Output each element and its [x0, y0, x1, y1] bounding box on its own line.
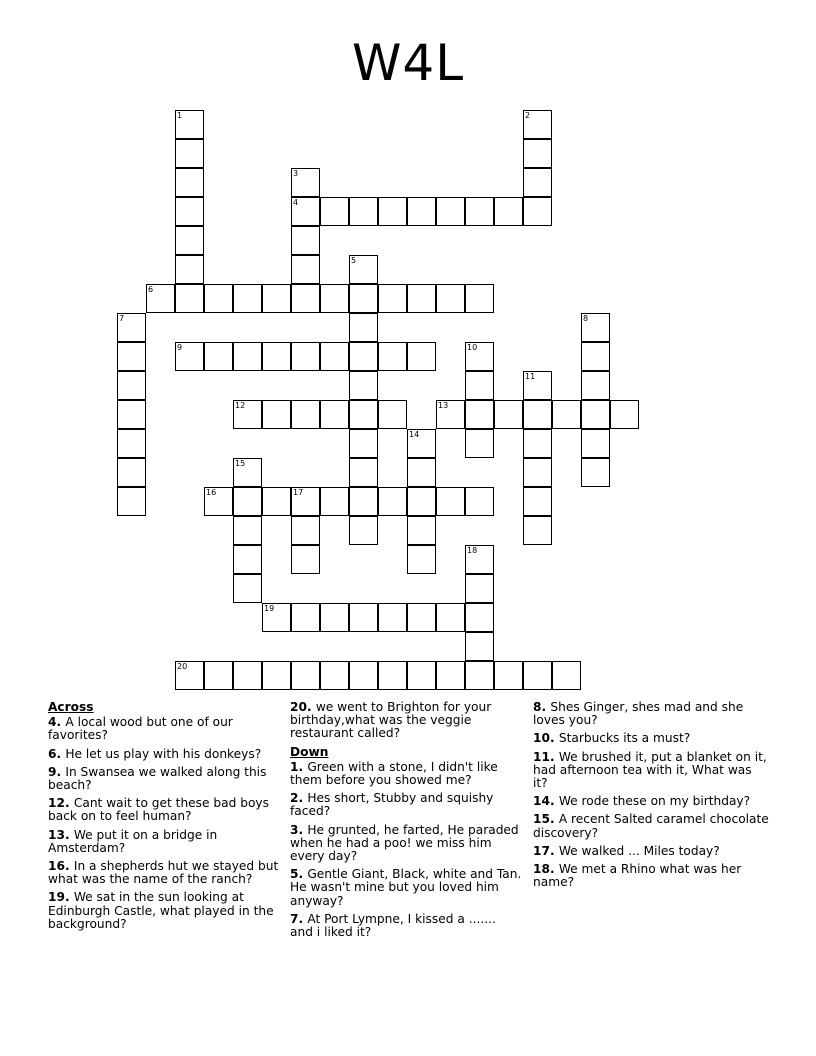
- grid-cell[interactable]: [436, 661, 465, 690]
- grid-cell[interactable]: [349, 313, 378, 342]
- clue-number: 16: [206, 488, 217, 497]
- clue-down-17: 17. We walked ... Miles today?: [533, 843, 720, 858]
- grid-cell[interactable]: [494, 400, 523, 429]
- grid-cell[interactable]: [610, 400, 639, 429]
- clue-number: 5: [351, 256, 357, 265]
- clue-across-12: 12. Cant wait to get these bad boys back on to feel human?: [48, 796, 269, 824]
- grid-cell[interactable]: [320, 400, 349, 429]
- grid-cell[interactable]: [581, 371, 610, 400]
- grid-cell[interactable]: [320, 342, 349, 371]
- puzzle-title: W4L: [351, 34, 465, 92]
- grid-cell[interactable]: [436, 487, 465, 516]
- grid-cell[interactable]: [407, 487, 436, 516]
- grid-cell[interactable]: [291, 661, 320, 690]
- grid-cell[interactable]: [349, 516, 378, 545]
- grid-cell[interactable]: [233, 400, 262, 429]
- grid-cell[interactable]: [233, 516, 262, 545]
- grid-cell[interactable]: [407, 516, 436, 545]
- clue-number: 7: [119, 314, 125, 323]
- grid-cell[interactable]: [233, 284, 262, 313]
- grid-cell[interactable]: [233, 458, 262, 487]
- grid-cell[interactable]: [465, 342, 494, 371]
- grid-cell[interactable]: [291, 545, 320, 574]
- grid-cell[interactable]: [349, 371, 378, 400]
- grid-cell[interactable]: [291, 400, 320, 429]
- grid-cell[interactable]: [175, 661, 204, 690]
- grid-cell[interactable]: [349, 603, 378, 632]
- clue-down-10: 10. Starbucks its a must?: [533, 731, 691, 746]
- grid-cell[interactable]: [552, 661, 581, 690]
- clue-number: 11: [525, 372, 536, 381]
- clue-number: 4: [293, 198, 299, 207]
- clue-column-1: [48, 701, 284, 936]
- clue-down-3: 3. He grunted, he farted, He paraded when he had a poo! we miss him every day?: [290, 822, 519, 864]
- grid-cell[interactable]: [465, 545, 494, 574]
- clue-down-5: 5. Gentle Giant, Black, white and Tan. He wasn't mine but you loved him anyway?: [290, 867, 522, 908]
- clue-column-3: [533, 701, 769, 894]
- clue-down-18: 18. We met a Rhino what was her name?: [533, 862, 742, 890]
- clue-down-15: 15. A recent Salted caramel chocolate discovery?: [533, 812, 769, 840]
- grid-cell[interactable]: [407, 661, 436, 690]
- grid-cell[interactable]: [320, 603, 349, 632]
- clue-number: 20: [177, 662, 188, 671]
- grid-cell[interactable]: [175, 139, 204, 168]
- grid-cell[interactable]: [204, 487, 233, 516]
- grid-cell[interactable]: [349, 487, 378, 516]
- grid-cell[interactable]: [291, 487, 320, 516]
- grid-cell[interactable]: [465, 197, 494, 226]
- grid-cell[interactable]: [204, 284, 233, 313]
- grid-cell[interactable]: [175, 342, 204, 371]
- grid-cell[interactable]: [378, 603, 407, 632]
- down-heading: Down: [290, 744, 329, 759]
- grid-cell[interactable]: [291, 168, 320, 197]
- grid-cell[interactable]: [175, 168, 204, 197]
- clue-across-13: 13. We put it on a bridge in Amsterdam?: [48, 827, 218, 855]
- clue-across-6: 6. He let us play with his donkeys?: [48, 746, 262, 761]
- grid-cell[interactable]: [175, 197, 204, 226]
- clue-number: 9: [177, 343, 183, 352]
- grid-cell[interactable]: [349, 255, 378, 284]
- grid-cell[interactable]: [523, 429, 552, 458]
- clue-down-1: 1. Green with a stone, I didn't like them before you showed me?: [290, 759, 498, 788]
- clue-number: 17: [293, 488, 304, 497]
- grid-cell[interactable]: [523, 139, 552, 168]
- across-heading: Across: [48, 700, 94, 714]
- grid-cell[interactable]: [436, 400, 465, 429]
- grid-cell[interactable]: [378, 487, 407, 516]
- grid-cell[interactable]: [523, 400, 552, 429]
- grid-cell[interactable]: [523, 487, 552, 516]
- grid-cell[interactable]: [407, 342, 436, 371]
- grid-cell[interactable]: [291, 255, 320, 284]
- grid-cell[interactable]: [465, 603, 494, 632]
- grid-cell[interactable]: [407, 603, 436, 632]
- grid-cell[interactable]: [523, 661, 552, 690]
- grid-cell[interactable]: [581, 400, 610, 429]
- clue-number: 2: [525, 111, 531, 120]
- grid-cell[interactable]: [581, 313, 610, 342]
- grid-cell[interactable]: [581, 429, 610, 458]
- grid-cell[interactable]: [581, 458, 610, 487]
- grid-cell[interactable]: [320, 661, 349, 690]
- grid-cell[interactable]: [523, 371, 552, 400]
- grid-cell[interactable]: [523, 458, 552, 487]
- clue-number: 15: [235, 459, 246, 468]
- grid-cell[interactable]: [349, 429, 378, 458]
- grid-cell[interactable]: [349, 284, 378, 313]
- grid-cell[interactable]: [117, 400, 146, 429]
- grid-cell[interactable]: [349, 661, 378, 690]
- grid-cell[interactable]: [436, 284, 465, 313]
- clue-number: 12: [235, 401, 246, 410]
- grid-cell[interactable]: [552, 400, 581, 429]
- clue-across-20: 20. we went to Brighton for your birthday,what was the veggie restaurant called?: [290, 700, 492, 741]
- clue-number: 1: [177, 111, 183, 120]
- grid-cell[interactable]: [175, 110, 204, 139]
- grid-cell[interactable]: [291, 284, 320, 313]
- grid-cell[interactable]: [262, 400, 291, 429]
- grid-cell[interactable]: [465, 574, 494, 603]
- grid-cell[interactable]: [378, 284, 407, 313]
- grid-cell[interactable]: [291, 342, 320, 371]
- grid-cell[interactable]: [523, 516, 552, 545]
- grid-cell[interactable]: [291, 516, 320, 545]
- grid-cell[interactable]: [465, 400, 494, 429]
- grid-cell[interactable]: [262, 487, 291, 516]
- grid-cell[interactable]: [465, 371, 494, 400]
- grid-cell[interactable]: [349, 458, 378, 487]
- clue-across-9: 9. In Swansea we walked along this beach?: [48, 764, 267, 793]
- grid-cell[interactable]: [146, 284, 175, 313]
- grid-cell[interactable]: [349, 400, 378, 429]
- grid-cell[interactable]: [117, 371, 146, 400]
- clue-number: 13: [438, 401, 449, 410]
- clue-column-2: [290, 701, 522, 944]
- grid-cell[interactable]: [407, 197, 436, 226]
- grid-cell[interactable]: [291, 603, 320, 632]
- grid-cell[interactable]: [233, 487, 262, 516]
- clue-down-8: 8. Shes Ginger, shes mad and she loves you?: [533, 700, 744, 728]
- grid-cell[interactable]: [581, 342, 610, 371]
- grid-cell[interactable]: [175, 255, 204, 284]
- grid-cell[interactable]: [465, 632, 494, 661]
- grid-cell[interactable]: [262, 603, 291, 632]
- grid-cell[interactable]: [407, 429, 436, 458]
- grid-cell[interactable]: [378, 661, 407, 690]
- clue-number: 6: [148, 285, 154, 294]
- clue-number: 8: [583, 314, 589, 323]
- grid-cell[interactable]: [378, 400, 407, 429]
- grid-cell[interactable]: [262, 342, 291, 371]
- grid-cell[interactable]: [204, 342, 233, 371]
- clue-down-2: 2. Hes short, Stubby and squishy faced?: [290, 791, 494, 819]
- clue-number: 19: [264, 604, 275, 613]
- grid-cell[interactable]: [291, 197, 320, 226]
- grid-cell[interactable]: [436, 603, 465, 632]
- grid-cell[interactable]: [465, 284, 494, 313]
- grid-cell[interactable]: [320, 197, 349, 226]
- grid-cell[interactable]: [320, 284, 349, 313]
- grid-cell[interactable]: [175, 284, 204, 313]
- grid-cell[interactable]: [436, 197, 465, 226]
- grid-cell[interactable]: [117, 313, 146, 342]
- grid-cell[interactable]: [465, 487, 494, 516]
- grid-cell[interactable]: [523, 168, 552, 197]
- clue-down-11: 11. We brushed it, put a blanket on it, had afternoon tea with it, What was it?: [533, 749, 767, 791]
- grid-cell[interactable]: [523, 197, 552, 226]
- grid-cell[interactable]: [349, 197, 378, 226]
- grid-cell[interactable]: [349, 342, 378, 371]
- clue-number: 14: [409, 430, 420, 439]
- grid-cell[interactable]: [117, 487, 146, 516]
- grid-cell[interactable]: [407, 284, 436, 313]
- clue-down-7: 7. At Port Lympne, I kissed a ....... and i liked it?: [290, 911, 496, 940]
- grid-cell[interactable]: [494, 661, 523, 690]
- grid-cell[interactable]: [117, 429, 146, 458]
- grid-cell[interactable]: [175, 226, 204, 255]
- grid-cell[interactable]: [465, 429, 494, 458]
- grid-cell[interactable]: [494, 197, 523, 226]
- clue-across-4: 4. A local wood but one of our favorites?: [48, 715, 233, 743]
- clue-number: 18: [467, 546, 478, 555]
- grid-cell[interactable]: [117, 458, 146, 487]
- grid-cell[interactable]: [378, 342, 407, 371]
- grid-cell[interactable]: [320, 487, 349, 516]
- grid-cell[interactable]: [233, 342, 262, 371]
- clue-number: 3: [293, 169, 299, 178]
- grid-cell[interactable]: [233, 545, 262, 574]
- clue-down-14: 14. We rode these on my birthday?: [533, 794, 751, 809]
- grid-cell[interactable]: [262, 284, 291, 313]
- grid-cell[interactable]: [262, 661, 291, 690]
- clue-across-19: 19. We sat in the sun looking at Edinburgh Castle, what played in the background?: [48, 890, 274, 931]
- grid-cell[interactable]: [523, 110, 552, 139]
- grid-cell[interactable]: [291, 226, 320, 255]
- clue-number: 10: [467, 343, 478, 352]
- grid-cell[interactable]: [233, 661, 262, 690]
- grid-cell[interactable]: [407, 545, 436, 574]
- clue-across-16: 16. In a shepherds hut we stayed but what was the name of the ranch?: [48, 859, 279, 887]
- grid-cell[interactable]: [407, 458, 436, 487]
- grid-cell[interactable]: [465, 661, 494, 690]
- grid-cell[interactable]: [204, 661, 233, 690]
- grid-cell[interactable]: [117, 342, 146, 371]
- grid-cell[interactable]: [233, 574, 262, 603]
- grid-cell[interactable]: [378, 197, 407, 226]
